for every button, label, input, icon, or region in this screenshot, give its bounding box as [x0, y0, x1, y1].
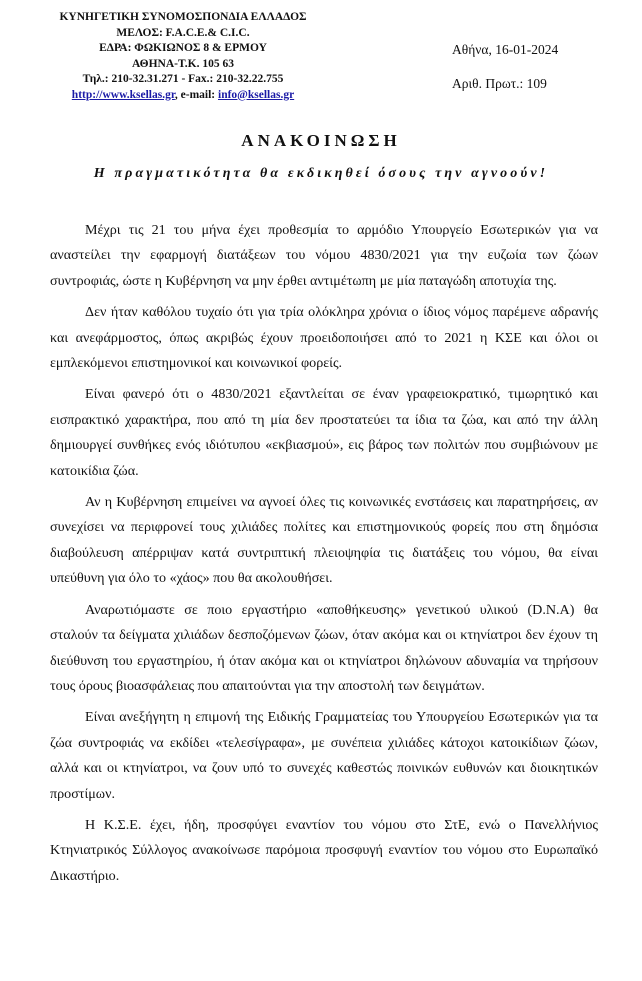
document-meta: [452, 33, 558, 101]
org-links: [18, 88, 348, 104]
website-link[interactable]: http://www.ksellas.gr: [71, 88, 175, 101]
announcement-body: [50, 218, 598, 895]
announcement-title: ΑΝΑΚΟΙΝΩΣΗ: [241, 131, 401, 150]
org-membership: ΜΕΛΟΣ: F.A.C.E.& C.I.C.: [116, 26, 250, 39]
body-paragraph: Μέχρι τις 21 του μήνα έχει προθεσμία το αρμόδιο Υπουργείο Εσωτερικών για να αναστείλει την εφαρμογή διατάξεων του νόμου 4830/2021 για την ευζωία των ζώων συντροφιάς, ώστε η Κυβέρνηση να μην έρθει αντιμέτωπη με μία παταγώδη αποτυχία της.: [50, 222, 598, 289]
body-paragraph: Η Κ.Σ.Ε. έχει, ήδη, προσφύγει εναντίον του νόμου στο ΣτΕ, ενώ ο Πανελλήνιος Κτηνιατρικός Σύλλογος ανακοίνωσε παρόμοια προσφυγή εναντίον του νόμου στο Ευρωπαϊκό Δικαστήριο.: [50, 816, 598, 884]
org-phone-fax: Τηλ.: 210-32.31.271 - Fax.: 210-32.22.755: [82, 73, 284, 85]
body-paragraph: Είναι ανεξήγητη η επιμονή της Ειδικής Γραμματείας του Υπουργείου Εσωτερικών για τα ζώα συντροφιάς να εκδίδει «τελεσίγραφα», με συνέπεια χιλιάδες κάτοχοι κατοικίδιων ζώων, αλλά και οι κτηνίατροι, να ζουν υπό το συνεχές καθεστώς ποινικών ευθυνών και διοικητικών προστίμων.: [50, 709, 598, 802]
body-paragraph: Είναι φανερό ότι ο 4830/2021 εξαντλείται σε έναν γραφειοκρατικό, τιμωρητικό και εισπρακτικό χαρακτήρα, που από τη μία δεν προστατεύει τα ίδια τα ζώα, και από την άλλη δημιουργεί συνθήκες ενός ιδιότυπου «εκβιασμού», εις βάρος των πολιτών που συμβιώνουν με κατοικίδια ζώα.: [50, 386, 598, 479]
protocol-number: Αριθ. Πρωτ.: 109: [452, 76, 547, 91]
org-seat: ΕΔΡΑ: ΦΩΚΙΩΝΟΣ 8 & ΕΡΜΟΥ: [99, 42, 267, 54]
body-paragraph: Αναρωτιόμαστε σε ποιο εργαστήριο «αποθήκευσης» γενετικού υλικού (D.N.A) θα σταλούν τα δείγματα χιλιάδων δεσποζόμενων ζώων, όταν ακόμα και οι κτηνίατροι δεν έχουν τη διεύθυνση του εργαστηρίου, ή όταν ακόμα και οι κτηνίατροι δηλώνουν αδυναμία να τηρήσουν τους όρους βιοασφάλειας που απαιτούνται για την αποστολή των δειγμάτων.: [50, 601, 598, 694]
email-link[interactable]: info@ksellas.gr: [218, 88, 295, 101]
announcement-subtitle: Η πραγματικότητα θα εκδικηθεί όσους την αγνοούν!: [93, 166, 549, 181]
body-paragraph: Αν η Κυβέρνηση επιμείνει να αγνοεί όλες τις κοινωνικές ενστάσεις και παρατηρήσεις, αν συνεχίσει να περιφρονεί τους χιλιάδες πολίτες και επιστημονικούς φορείς που στη δημόσια διαβούλευση απέρριψαν κατά συντριπτική πλειοψηφία τις διατάξεις του νόμου, θα είναι υπεύθυνη για όλο το «χάος» που θα ακολουθήσει.: [50, 494, 598, 587]
body-paragraph: Δεν ήταν καθόλου τυχαίο ότι για τρία ολόκληρα χρόνια ο ίδιος νόμος παρέμενε αδρανής και ανεφάρμοστος, όπως ακριβώς έχουν προειδοποιήσει από το 2021 η ΚΣΕ και όλοι οι εμπλεκόμενοι επιστημονικοί και κοινωνικοί φορείς.: [50, 304, 598, 372]
email-label: , e-mail:: [174, 88, 218, 101]
document-date: Αθήνα, 16-01-2024: [452, 42, 559, 57]
org-city: ΑΘΗΝΑ-Τ.Κ. 105 63: [132, 57, 234, 70]
org-name: ΚΥΝΗΓΕΤΙΚΗ ΣΥΝΟΜΟΣΠΟΝΔΙΑ ΕΛΛΑΔΟΣ: [59, 11, 307, 23]
letterhead: [18, 10, 348, 103]
